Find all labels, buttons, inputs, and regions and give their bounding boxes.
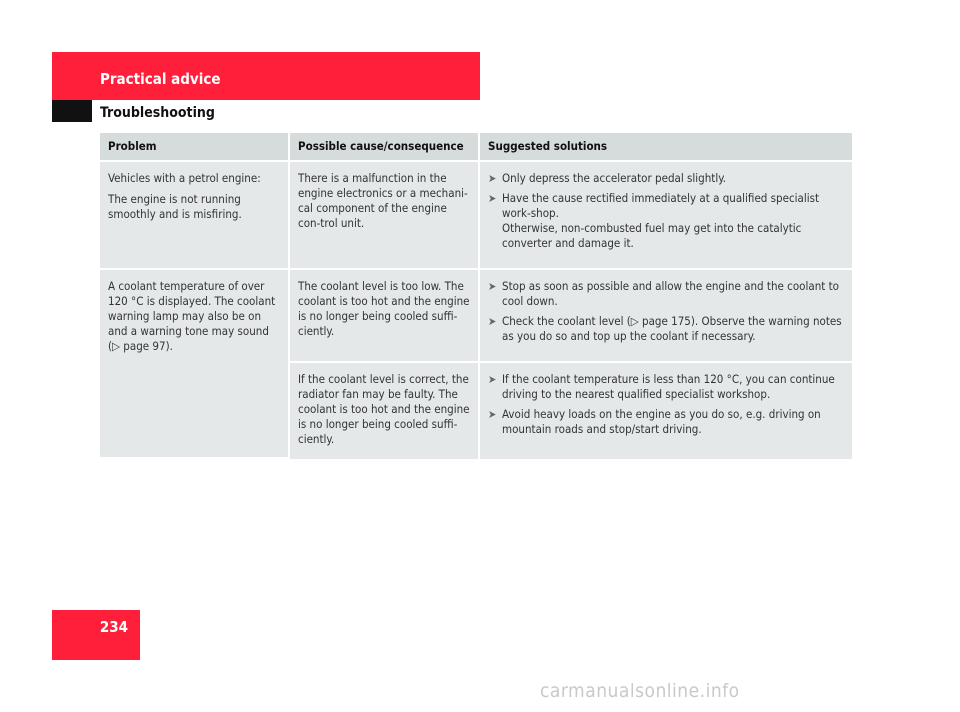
header-solutions: Suggested solutions bbox=[480, 133, 852, 162]
solution-list bbox=[488, 171, 844, 251]
arrow-right-icon: ➤ bbox=[488, 172, 497, 185]
arrow-right-icon: ➤ bbox=[488, 192, 497, 205]
solution-item bbox=[488, 191, 844, 251]
solution-item bbox=[488, 279, 844, 309]
solution-list bbox=[488, 372, 844, 437]
cause-cell bbox=[290, 363, 480, 459]
page-number-box bbox=[52, 610, 140, 660]
section-header-bar bbox=[52, 52, 480, 100]
solution-item bbox=[488, 372, 844, 402]
problem-text: Vehicles with a petrol engine: bbox=[108, 171, 261, 185]
cause-text: If the coolant level is correct, the radiator fan may be faulty. The coolant is too hot and the engine is no longer being cooled suffi-ciently. bbox=[298, 372, 470, 446]
cause-cell bbox=[290, 270, 480, 363]
cause-text: The coolant level is too low. The coolant is too hot and the engine is no longer being cooled suffi-ciently. bbox=[298, 279, 470, 338]
solution-note: Otherwise, non-combusted fuel may get into the catalytic converter and damage it. bbox=[502, 221, 802, 250]
section-title: Practical advice bbox=[100, 70, 221, 88]
solutions-cell bbox=[480, 270, 852, 363]
table-header-row bbox=[100, 133, 852, 162]
arrow-right-icon: ➤ bbox=[488, 315, 497, 328]
solution-text: Have the cause rectified immediately at a qualified specialist work-shop. bbox=[502, 191, 820, 220]
solution-item bbox=[488, 407, 844, 437]
troubleshooting-table bbox=[100, 133, 852, 459]
solutions-cell bbox=[480, 162, 852, 270]
watermark-text: carmanualsonline.info bbox=[540, 680, 740, 702]
solution-list bbox=[488, 279, 844, 344]
problem-cell bbox=[100, 162, 290, 270]
solution-text: Check the coolant level (▷ page 175). Observe the warning notes as you do so and top up the coolant if necessary. bbox=[502, 314, 842, 343]
cause-text: There is a malfunction in the engine electronics or a mechani-cal component of the engine con-trol unit. bbox=[298, 171, 468, 230]
header-problem: Problem bbox=[100, 133, 290, 162]
table-row bbox=[100, 270, 852, 363]
problem-text: A coolant temperature of over 120 °C is displayed. The coolant warning lamp may also be on and a warning tone may sound (▷ page 97). bbox=[108, 279, 276, 353]
arrow-right-icon: ➤ bbox=[488, 408, 497, 421]
arrow-right-icon: ➤ bbox=[488, 373, 497, 386]
arrow-right-icon: ➤ bbox=[488, 280, 497, 293]
solution-item bbox=[488, 171, 844, 186]
solution-text: If the coolant temperature is less than 120 °C, you can continue driving to the nearest qualified specialist workshop. bbox=[502, 372, 835, 401]
table-row bbox=[100, 162, 852, 270]
cause-cell bbox=[290, 162, 480, 270]
header-cause: Possible cause/consequence bbox=[290, 133, 480, 162]
problem-text: The engine is not running smoothly and is misfiring. bbox=[108, 192, 242, 221]
problem-cell bbox=[100, 270, 290, 459]
subsection-marker bbox=[52, 100, 92, 122]
solution-text: Avoid heavy loads on the engine as you do so, e.g. driving on mountain roads and stop/start driving. bbox=[502, 407, 821, 436]
subsection-title: Troubleshooting bbox=[100, 105, 215, 121]
solution-text: Stop as soon as possible and allow the engine and the coolant to cool down. bbox=[502, 279, 840, 308]
solutions-cell bbox=[480, 363, 852, 459]
solution-text: Only depress the accelerator pedal slightly. bbox=[502, 171, 726, 185]
solution-item bbox=[488, 314, 844, 344]
page-number: 234 bbox=[99, 618, 128, 636]
